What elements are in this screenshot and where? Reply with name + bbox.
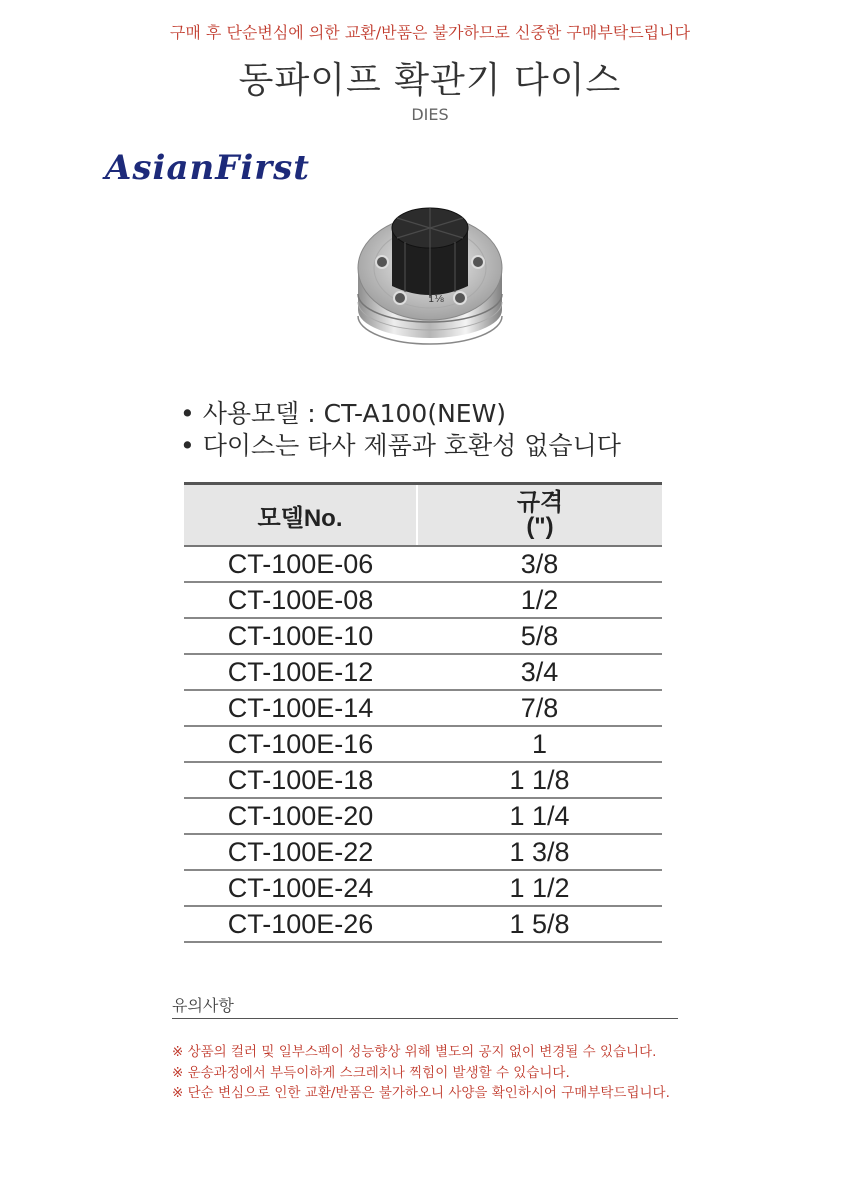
- model-cell: CT-100E-08: [184, 582, 417, 618]
- table-row: [184, 870, 662, 906]
- model-cell: CT-100E-26: [184, 906, 417, 942]
- top-notice: 구매 후 단순변심에 의한 교환/반품은 불가하므로 신중한 구매부탁드립니다: [169, 23, 691, 42]
- size-cell: 1: [417, 726, 662, 762]
- header-model: 모델No.: [184, 484, 417, 547]
- table-row: [184, 690, 662, 726]
- header-size: [417, 484, 662, 547]
- page-title: 동파이프 확관기 다이스: [238, 60, 622, 101]
- size-cell: 1 3/8: [417, 834, 662, 870]
- caution-title: 유의사항: [172, 996, 234, 1015]
- brand-logo: AsianFirst: [105, 148, 311, 188]
- page-subtitle: DIES: [411, 105, 449, 124]
- table-row: [184, 762, 662, 798]
- caution-list: [172, 1042, 670, 1104]
- size-cell: 1 1/2: [417, 870, 662, 906]
- model-cell: CT-100E-12: [184, 654, 417, 690]
- spec-table-header: [184, 484, 662, 547]
- model-cell: CT-100E-10: [184, 618, 417, 654]
- info-bullet-compatibility: • 다이스는 타사 제품과 호환성 없습니다: [180, 431, 621, 460]
- table-row: [184, 618, 662, 654]
- size-cell: 3/4: [417, 654, 662, 690]
- product-info: [180, 398, 621, 462]
- spec-table: [184, 482, 662, 943]
- caution-item: ※ 운송과정에서 부득이하게 스크레치나 찍힘이 발생할 수 있습니다.: [172, 1064, 570, 1081]
- table-row: [184, 726, 662, 762]
- size-cell: 1 5/8: [417, 906, 662, 942]
- size-cell: 1/2: [417, 582, 662, 618]
- product-image: [350, 198, 510, 350]
- table-row: [184, 834, 662, 870]
- model-cell: CT-100E-06: [184, 546, 417, 582]
- size-cell: 7/8: [417, 690, 662, 726]
- product-marking: 1⅛: [428, 294, 445, 305]
- model-cell: CT-100E-16: [184, 726, 417, 762]
- table-row: [184, 798, 662, 834]
- size-cell: 1 1/8: [417, 762, 662, 798]
- size-cell: 3/8: [417, 546, 662, 582]
- info-bullet-model: • 사용모델 : CT-A100(NEW): [180, 399, 507, 428]
- model-cell: CT-100E-20: [184, 798, 417, 834]
- table-row: [184, 906, 662, 942]
- caution-item: ※ 상품의 컬러 및 일부스펙이 성능향상 위해 별도의 공지 없이 변경될 수 있습니다.: [172, 1044, 657, 1060]
- caution-item: ※ 단순 변심으로 인한 교환/반품은 불가하오니 사양을 확인하시어 구매부탁드립니다.: [172, 1085, 670, 1101]
- model-cell: CT-100E-18: [184, 762, 417, 798]
- table-row: [184, 654, 662, 690]
- header-size-label: 규격: [516, 489, 564, 516]
- caution-divider: [172, 1018, 678, 1019]
- table-row: [184, 582, 662, 618]
- header-size-unit: ("): [526, 513, 554, 540]
- model-cell: CT-100E-14: [184, 690, 417, 726]
- size-cell: 1 1/4: [417, 798, 662, 834]
- size-cell: 5/8: [417, 618, 662, 654]
- table-row: [184, 546, 662, 582]
- model-cell: CT-100E-22: [184, 834, 417, 870]
- model-cell: CT-100E-24: [184, 870, 417, 906]
